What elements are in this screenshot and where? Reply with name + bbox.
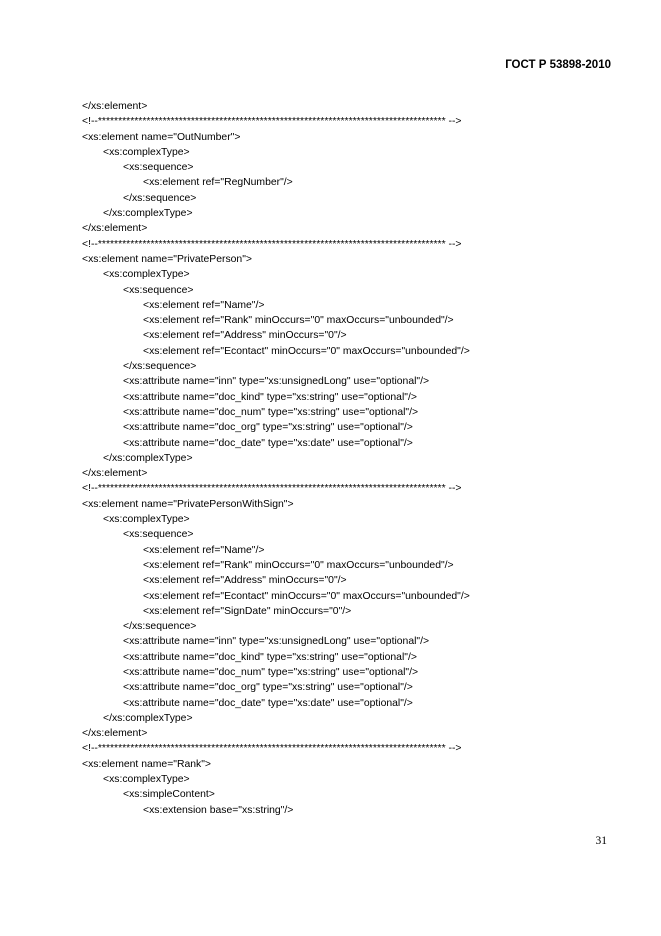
code-line: </xs:complexType> (103, 712, 193, 724)
code-line: <!--************************************************************************************** --> (82, 483, 462, 495)
code-line: <xs:attribute name="doc_num" type="xs:string" use="optional"/> (123, 666, 419, 678)
standard-number-header: ГОСТ Р 53898-2010 (505, 59, 611, 71)
code-line: <xs:complexType> (103, 514, 190, 526)
code-line: </xs:element> (82, 728, 148, 740)
code-line: <xs:attribute name="doc_kind" type="xs:string" use="optional"/> (123, 651, 417, 663)
code-line: <xs:element ref="Name"/> (143, 544, 265, 556)
code-line: <xs:element name="Rank"> (82, 758, 211, 770)
code-line: <!--************************************************************************************** --> (82, 743, 462, 755)
code-line: <xs:complexType> (103, 774, 190, 786)
code-line: <xs:element ref="Address" minOccurs="0"/> (143, 330, 347, 342)
code-line: </xs:complexType> (103, 208, 193, 220)
code-line: <xs:element ref="Econtact" minOccurs="0" maxOccurs="unbounded"/> (143, 345, 470, 357)
code-line: <xs:sequence> (123, 162, 194, 174)
code-line: </xs:complexType> (103, 452, 193, 464)
code-line: <xs:element name="OutNumber"> (82, 131, 241, 143)
code-line: </xs:element> (82, 468, 148, 480)
code-line: <xs:element ref="Rank" minOccurs="0" maxOccurs="unbounded"/> (143, 315, 454, 327)
code-line: </xs:sequence> (123, 621, 197, 633)
code-line: <xs:attribute name="doc_org" type="xs:string" use="optional"/> (123, 422, 413, 434)
code-line: <xs:element name="PrivatePerson"> (82, 253, 252, 265)
page-number: 31 (595, 835, 607, 847)
code-line: <xs:attribute name="doc_date" type="xs:date" use="optional"/> (123, 697, 413, 709)
code-line: <xs:element ref="SignDate" minOccurs="0"/> (143, 605, 352, 617)
code-line: <xs:element ref="Name"/> (143, 299, 265, 311)
code-line: <xs:attribute name="doc_kind" type="xs:string" use="optional"/> (123, 391, 417, 403)
code-line: <xs:attribute name="inn" type="xs:unsignedLong" use="optional"/> (123, 636, 430, 648)
code-line: <!--************************************************************************************** --> (82, 116, 462, 128)
code-line: <xs:sequence> (123, 284, 194, 296)
code-line: </xs:element> (82, 101, 148, 112)
code-line: </xs:sequence> (123, 192, 197, 204)
xml-schema-code-block (82, 99, 622, 818)
code-line: <xs:element ref="Rank" minOccurs="0" maxOccurs="unbounded"/> (143, 559, 454, 571)
code-line: <xs:element name="PrivatePersonWithSign"> (82, 498, 294, 510)
code-line: <xs:sequence> (123, 529, 194, 541)
code-line: <xs:attribute name="doc_org" type="xs:string" use="optional"/> (123, 682, 413, 694)
code-line: <xs:extension base="xs:string"/> (143, 804, 294, 816)
code-line: <xs:element ref="RegNumber"/> (143, 177, 293, 189)
code-line: </xs:sequence> (123, 361, 197, 373)
code-line: <xs:attribute name="inn" type="xs:unsignedLong" use="optional"/> (123, 376, 430, 388)
code-line: <!--************************************************************************************** --> (82, 238, 462, 250)
code-line: <xs:complexType> (103, 269, 190, 281)
code-line: <xs:attribute name="doc_date" type="xs:date" use="optional"/> (123, 437, 413, 449)
code-line: <xs:element ref="Econtact" minOccurs="0" maxOccurs="unbounded"/> (143, 590, 470, 602)
code-line: <xs:simpleContent> (123, 789, 215, 801)
code-line: <xs:complexType> (103, 146, 190, 158)
code-line: </xs:element> (82, 223, 148, 235)
code-line: <xs:attribute name="doc_num" type="xs:string" use="optional"/> (123, 406, 419, 418)
code-line: <xs:element ref="Address" minOccurs="0"/> (143, 575, 347, 587)
